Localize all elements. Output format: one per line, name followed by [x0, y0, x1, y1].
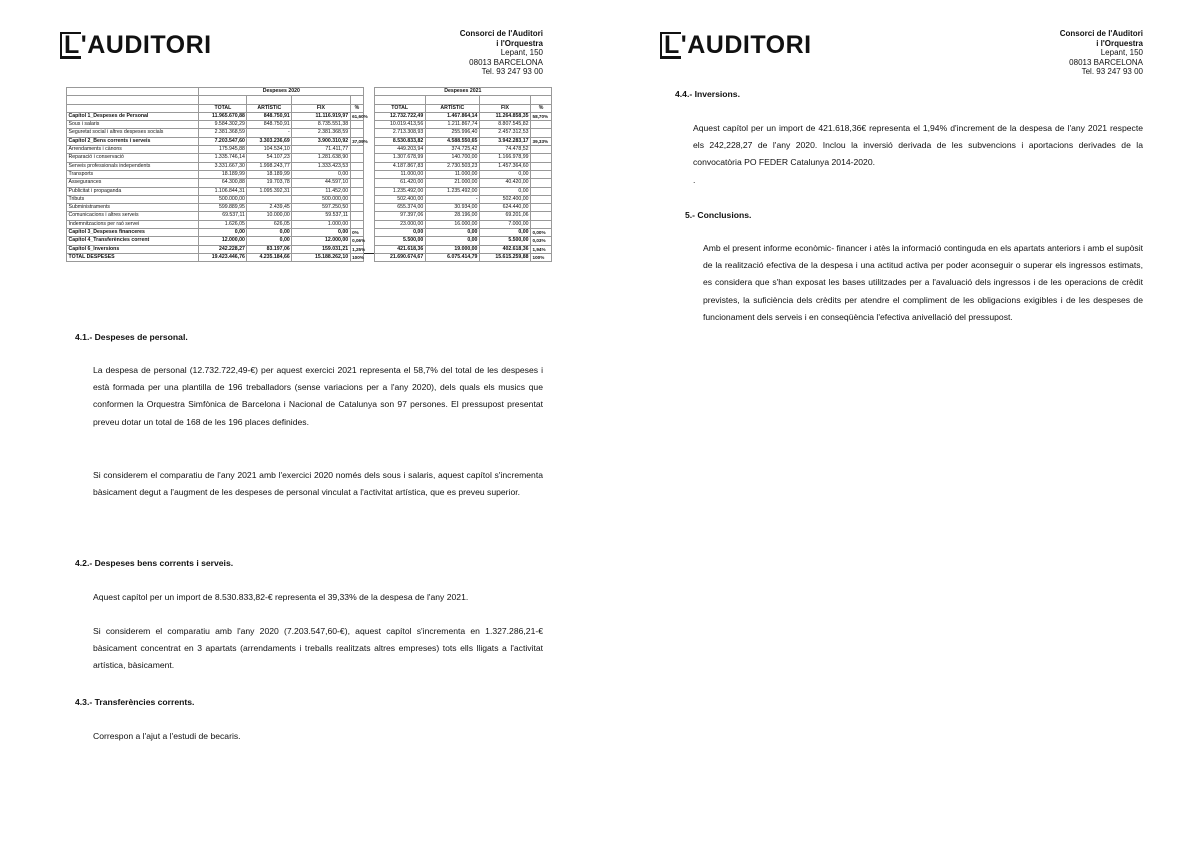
table-row [67, 204, 552, 212]
row-label: Capítol 6_Inversions [67, 245, 199, 253]
amount-cell: 30.934,00 [425, 204, 479, 212]
amount-cell: 1.998.243,77 [247, 162, 292, 170]
percent-cell [350, 179, 364, 187]
amount-cell: 2.713.308,93 [374, 129, 425, 137]
amount-cell: 11.965.670,88 [199, 112, 247, 120]
amount-cell: 0,00 [374, 229, 425, 237]
amount-cell: 1.626,05 [199, 220, 247, 228]
table-row [67, 154, 552, 162]
column-gap [364, 129, 374, 137]
amount-cell: 0,00 [479, 229, 530, 237]
address-city-right: 08013 BARCELONA [1069, 57, 1143, 67]
table-row [67, 179, 552, 187]
percent-cell [350, 162, 364, 170]
address-phone: Tel. 93 247 93 00 [481, 67, 543, 77]
percent-cell: 0% [350, 229, 364, 237]
section-4-4-dot: . [693, 175, 696, 185]
amount-cell: 502.400,00 [479, 195, 530, 203]
amount-cell: 0,00 [292, 170, 350, 178]
percent-cell: 100% [531, 253, 552, 261]
address-street-right: Lepant, 150 [1100, 48, 1143, 58]
column-header: FIX [292, 104, 350, 112]
amount-cell: 28.196,00 [425, 212, 479, 220]
amount-cell: 0,00 [292, 229, 350, 237]
amount-cell: 97.397,06 [374, 212, 425, 220]
amount-cell: 7.000,00 [479, 220, 530, 228]
percent-cell: 61,60% [352, 113, 368, 119]
amount-cell: 12.732.722,49 [374, 112, 425, 120]
amount-cell: 74.478,52 [479, 146, 530, 154]
column-gap [364, 253, 374, 261]
percent-cell: 0,00% [531, 229, 552, 237]
section-4-3-paragraph-1: Correspon a l'ajut a l'estudi de becaris. [93, 731, 241, 741]
amount-cell: 71.411,77 [292, 146, 350, 154]
table-row [67, 162, 552, 170]
amount-cell: 626,05 [247, 220, 292, 228]
percent-cell [350, 195, 364, 203]
spacer-cell [425, 96, 479, 104]
table-row [67, 129, 552, 137]
table-row [67, 245, 552, 253]
header-blank-cell [67, 88, 199, 96]
table-row [67, 187, 552, 195]
table-row [67, 220, 552, 228]
logo-text: 'AUDITORI [80, 31, 212, 59]
percent-cell [531, 220, 552, 228]
amount-cell: 2.439,45 [247, 204, 292, 212]
amount-cell: 19.423.446,76 [199, 253, 247, 261]
amount-cell: 15.615.259,88 [479, 253, 530, 261]
amount-cell: 8.807.545,82 [479, 121, 530, 129]
percent-cell: 1,25% [352, 246, 366, 252]
amount-cell: 848.750,91 [247, 121, 292, 129]
column-gap [364, 229, 374, 237]
amount-cell: - [425, 195, 479, 203]
percent-cell [350, 212, 364, 220]
percent-cell [531, 121, 552, 129]
column-gap [364, 88, 374, 96]
amount-cell: 655.374,00 [374, 204, 425, 212]
amount-cell: 1.281.638,90 [292, 154, 350, 162]
percent-cell [531, 187, 552, 195]
amount-cell: 255.996,40 [425, 129, 479, 137]
column-gap [364, 162, 374, 170]
amount-cell: 15.188.262,10 [292, 253, 350, 261]
column-header: TOTAL [374, 104, 425, 112]
spacer-cell [374, 96, 425, 104]
section-4-3-title: 4.3.- Transferències corrents. [75, 697, 195, 707]
table-column-header-row [67, 104, 552, 112]
amount-cell: 21.690.674,67 [374, 253, 425, 261]
amount-cell: 5.500,00 [479, 237, 530, 245]
amount-cell [247, 195, 292, 203]
amount-cell: 3.303.236,69 [247, 137, 292, 145]
table-row [67, 212, 552, 220]
amount-cell: 44.597,10 [292, 179, 350, 187]
amount-cell: 1.307.678,99 [374, 154, 425, 162]
amount-cell: 23.000,00 [374, 220, 425, 228]
amount-cell: 10.019.413,56 [374, 121, 425, 129]
section-4-4-paragraph-1: Aquest capítol per un import de 421.618,36€ representa el 1,94% d'increment de la despesa de l'any 2021 respecte els 242,228,27 de l'any 2020. Inclou la inversió derivada de les subvencions i aportacions derivades de la convocatòria PO FEDER Catalunya 2014-2020. [693, 123, 1143, 168]
amount-cell: 597.250,50 [292, 204, 350, 212]
amount-cell: 0,00 [247, 237, 292, 245]
address-org-right: Consorci de l'Auditori [1059, 29, 1143, 38]
percent-cell [350, 129, 364, 137]
address-block-right [1060, 29, 1143, 77]
table-row [67, 121, 552, 129]
row-label: Comunicacions i altres serveis [67, 212, 199, 220]
amount-cell: 1.000,00 [292, 220, 350, 228]
amount-cell: 502.400,00 [374, 195, 425, 203]
amount-cell: 11.264.858,35 [479, 112, 530, 120]
row-label: Sous i salaris [67, 121, 199, 129]
amount-cell: 1.106.844,31 [199, 187, 247, 195]
amount-cell: 2.457.312,53 [479, 129, 530, 137]
amount-cell: 11.000,00 [425, 170, 479, 178]
table-row [67, 112, 552, 120]
section-5-paragraph-1: Amb el present informe econòmic- financer i atès la informació continguda en els apartats anteriors i amb el supòsit de la realització efectiva de la despesa i una actitud activa per poder aconseguir o superar els ingressos estimats, es considera que s'han exposat les bases utilitzades per a l'avaluació dels ingressos i de les operacions de crèdit previstes, la suficiència dels crèdits per atendre el compliment de les obligacions exigibles i de les despeses de funcionament dels serveis i en conseqüència l'efectiva anivellació del pressupost. [703, 243, 1143, 322]
amount-cell: 1.457.364,60 [479, 162, 530, 170]
row-label: Serveis professionals independents [67, 162, 199, 170]
amount-cell: 140.700,00 [425, 154, 479, 162]
amount-cell: 1.166.978,99 [479, 154, 530, 162]
table-row [67, 146, 552, 154]
amount-cell: 624.440,00 [479, 204, 530, 212]
amount-cell: 1.211.867,74 [425, 121, 479, 129]
address-city: 08013 BARCELONA [469, 57, 543, 67]
table-group-header-row [67, 88, 552, 96]
amount-cell: 4.235.184,66 [247, 253, 292, 261]
budget-table [66, 87, 552, 262]
column-header: ARTÍSTIC [425, 104, 479, 112]
percent-cell [350, 121, 364, 129]
column-gap [364, 212, 374, 220]
amount-cell: 0,00 [247, 229, 292, 237]
percent-cell [350, 170, 364, 178]
spacer-cell [247, 96, 292, 104]
address-org-2-right: i l'Orquestra [1096, 38, 1143, 48]
amount-cell: 848.750,91 [247, 112, 292, 120]
percent-cell: 0,03% [531, 237, 552, 245]
amount-cell: 159.031,21 [292, 245, 350, 253]
column-gap [364, 104, 374, 112]
percent-cell [531, 162, 552, 170]
percent-cell: 58,70% [531, 112, 552, 120]
amount-cell: 19.703,78 [247, 179, 292, 187]
amount-cell: 11.116.919,97 [292, 112, 350, 120]
amount-cell: 242.228,27 [199, 245, 247, 253]
amount-cell: 3.942.283,17 [479, 137, 530, 145]
amount-cell: 5.500,00 [374, 237, 425, 245]
section-4-4-title: 4.4.- Inversions. [675, 89, 740, 99]
column-gap [364, 245, 374, 253]
amount-cell: 54.107,23 [247, 154, 292, 162]
logo-initial: L [60, 32, 81, 59]
percent-cell [350, 204, 364, 212]
percent-cell [531, 170, 552, 178]
row-label: Capítol 2_Bens corrents i serveis [67, 137, 199, 145]
percent-cell [531, 146, 552, 154]
column-gap [364, 204, 374, 212]
amount-cell: 40.420,00 [479, 179, 530, 187]
table-row [67, 253, 552, 261]
percent-cell [531, 204, 552, 212]
address-phone-right: Tel. 93 247 93 00 [1081, 67, 1143, 77]
amount-cell: 8.530.833,82 [374, 137, 425, 145]
header-label-cell [67, 104, 199, 112]
logo-text-right: 'AUDITORI [680, 31, 812, 59]
row-label: Capítol 4_Transferències corrent [67, 237, 199, 245]
address-block [460, 29, 543, 77]
percent-cell [531, 195, 552, 203]
amount-cell: 21.000,00 [425, 179, 479, 187]
amount-cell: 69.537,11 [199, 212, 247, 220]
amount-cell: 2.381.368,59 [292, 129, 350, 137]
address-org: Consorci de l'Auditori [459, 29, 543, 38]
table-row [67, 137, 552, 145]
section-5-title: 5.- Conclusions. [685, 210, 752, 220]
percent-cell [350, 187, 364, 195]
amount-cell: 1.235.492,00 [374, 187, 425, 195]
group-header-2020: Despeses 2020 [199, 88, 364, 96]
amount-cell: 1.095.392,31 [247, 187, 292, 195]
row-label: TOTAL DESPESES [67, 253, 199, 261]
section-4-2-paragraph-2: Si considerem el comparatiu amb l'any 2020 (7.203.547,60-€), aquest capítol s'incrementa en 1.327.286,21-€ bàsicament concentrat en 3 apartats (arrendaments i treballs realitzats altres empreses) tots ells lligats a l'activitat artística, bàsicament. [93, 626, 543, 671]
row-label: Capítol 3_Despeses financeres [67, 229, 199, 237]
amount-cell: 19.000,00 [425, 245, 479, 253]
amount-cell: 64.300,88 [199, 179, 247, 187]
amount-cell: 10.000,00 [247, 212, 292, 220]
amount-cell: 374.725,42 [425, 146, 479, 154]
percent-cell: 39,33% [531, 137, 552, 145]
amount-cell: 1.333.423,53 [292, 162, 350, 170]
amount-cell: 3.900.310,92 [292, 137, 350, 145]
amount-cell: 1.235.492,00 [425, 187, 479, 195]
row-label: Assegurances [67, 179, 199, 187]
column-header: TOTAL [199, 104, 247, 112]
table-row [67, 229, 552, 237]
spacer-cell [199, 96, 247, 104]
percent-cell [350, 154, 364, 162]
amount-cell: 2.730.503,23 [425, 162, 479, 170]
column-gap [364, 170, 374, 178]
row-label: Tributs [67, 195, 199, 203]
address-street: Lepant, 150 [500, 48, 543, 58]
column-header: % [350, 104, 364, 112]
amount-cell: 175.945,88 [199, 146, 247, 154]
column-gap [364, 237, 374, 245]
logo-initial-right: L [660, 32, 681, 59]
section-4-2-paragraph-1: Aquest capítol per un import de 8.530.833,82-€ representa el 39,33% de la despesa de l'any 2021. [93, 592, 469, 602]
column-gap [364, 179, 374, 187]
section-4-2-title: 4.2.- Despeses bens corrents i serveis. [75, 558, 234, 568]
column-header: ARTÍSTIC [247, 104, 292, 112]
amount-cell: 1.467.864,14 [425, 112, 479, 120]
column-header: FIX [479, 104, 530, 112]
amount-cell: 0,00 [199, 229, 247, 237]
amount-cell: 104.534,10 [247, 146, 292, 154]
spacer-cell [350, 96, 364, 104]
amount-cell: 18.189,99 [199, 170, 247, 178]
amount-cell: 0,00 [479, 187, 530, 195]
column-gap [364, 146, 374, 154]
amount-cell: 0,00 [425, 229, 479, 237]
table-spacer-row [67, 96, 552, 104]
amount-cell: 2.381.368,59 [199, 129, 247, 137]
amount-cell: 12.000,00 [292, 237, 350, 245]
percent-cell: 1,94% [531, 245, 552, 253]
column-gap [364, 187, 374, 195]
amount-cell: 8.735.551,38 [292, 121, 350, 129]
auditori-logo [60, 31, 212, 59]
percent-cell: 0,06% [352, 238, 366, 244]
row-label: Capítol 1_Despeses de Personal [67, 112, 199, 120]
column-gap [364, 220, 374, 228]
amount-cell: 6.075.414,79 [425, 253, 479, 261]
column-header: % [531, 104, 552, 112]
amount-cell: 18.189,99 [247, 170, 292, 178]
amount-cell: 4.588.550,65 [425, 137, 479, 145]
amount-cell: 500.000,00 [292, 195, 350, 203]
row-label: Arrendaments i cànons [67, 146, 199, 154]
section-4-1-paragraph-1: La despesa de personal (12.732.722,49-€) per aquest exercici 2021 representa el 58,7% del total de les despeses i està formada per una plantilla de 196 treballadors (sense variacions per a l'any 2020), dels quals els musics que conformen la Orquestra Simfònica de Barcelona i Nacional de Catalunya son 97 persones. El pressupost presentat preveu dotar un total de 168 de les 196 places definides. [93, 365, 543, 427]
spacer-cell [364, 96, 374, 104]
amount-cell: 500.000,00 [199, 195, 247, 203]
document-page-right [600, 0, 1200, 848]
row-label: Seguretat social i altres despeses socials [67, 129, 199, 137]
amount-cell: 83.197,06 [247, 245, 292, 253]
row-label: Reparació i conservació [67, 154, 199, 162]
percent-cell [531, 179, 552, 187]
amount-cell: 449.203,94 [374, 146, 425, 154]
amount-cell: 3.331.667,30 [199, 162, 247, 170]
amount-cell: 9.584.302,29 [199, 121, 247, 129]
auditori-logo-right [660, 31, 812, 59]
column-gap [364, 195, 374, 203]
table-row [67, 237, 552, 245]
amount-cell: 599.889,95 [199, 204, 247, 212]
section-4-1-title: 4.1.- Despeses de personal. [75, 332, 188, 342]
amount-cell: 12.000,00 [199, 237, 247, 245]
amount-cell: 402.618,36 [479, 245, 530, 253]
group-header-2021: Despeses 2021 [374, 88, 551, 96]
spacer-cell [292, 96, 350, 104]
amount-cell: 61.420,00 [374, 179, 425, 187]
amount-cell: 0,00 [479, 170, 530, 178]
spacer-cell [479, 96, 530, 104]
row-label: Transports [67, 170, 199, 178]
column-gap [364, 154, 374, 162]
table-row [67, 195, 552, 203]
amount-cell: 421.618,36 [374, 245, 425, 253]
section-4-1-paragraph-2: Si considerem el comparatiu de l'any 2021 amb l'exercici 2020 només dels sous i salaris, aquest capítol s'incrementa bàsicament degut a l'augment de les despeses de personal vinculat a l'activitat artística, que es preveu superior. [93, 470, 543, 498]
row-label: Indemnitzacions per raó servei [67, 220, 199, 228]
amount-cell: 16.000,00 [425, 220, 479, 228]
amount-cell: 69.201,06 [479, 212, 530, 220]
amount-cell: - [247, 129, 292, 137]
percent-cell [531, 154, 552, 162]
amount-cell: 59.537,11 [292, 212, 350, 220]
percent-cell [350, 220, 364, 228]
percent-cell [531, 129, 552, 137]
amount-cell: 4.187.867,83 [374, 162, 425, 170]
amount-cell: 11.452,00 [292, 187, 350, 195]
amount-cell: 0,00 [425, 237, 479, 245]
spacer-cell [67, 96, 199, 104]
spacer-cell [531, 96, 552, 104]
amount-cell: 11.000,00 [374, 170, 425, 178]
address-org-2: i l'Orquestra [496, 38, 543, 48]
row-label: Subministraments [67, 204, 199, 212]
row-label: Publicitat i propaganda [67, 187, 199, 195]
amount-cell: 7.203.547,60 [199, 137, 247, 145]
percent-cell: 100% [352, 254, 364, 260]
amount-cell: 1.335.746,14 [199, 154, 247, 162]
percent-cell [531, 212, 552, 220]
percent-cell [350, 146, 364, 154]
percent-cell: 37,09% [352, 138, 368, 144]
column-gap [364, 121, 374, 129]
table-row [67, 170, 552, 178]
